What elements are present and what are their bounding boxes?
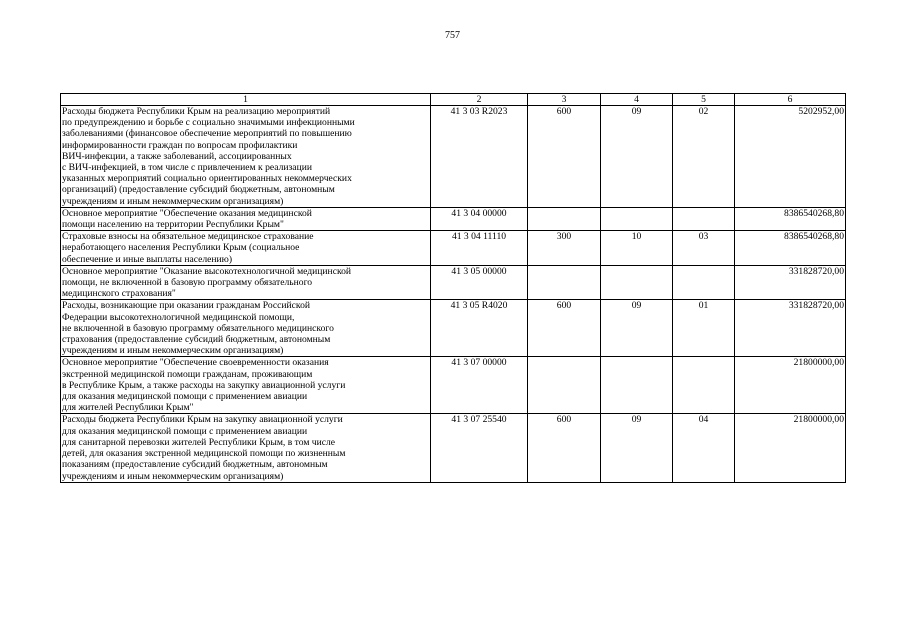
row-amount-cell: 21800000,00: [735, 414, 846, 482]
row-col4-cell: 09: [601, 106, 673, 208]
column-header: 3: [528, 94, 601, 106]
row-name-cell: Расходы бюджета Республики Крым на реализацию мероприятий по предупреждению и борьбе с социально значимыми инфекционными заболеваниями (финансовое обеспечение мероприятий по повышению информированности граждан по вопросам профилактики ВИЧ-инфекции, а также заболеваний, ассоциированных с ВИЧ-инфекцией, в том числе с привлечением к реализации указанных мероприятий социально ориентированных некоммерческих организаций) (предоставление субсидий бюджетным, автономным учреждениям и иным некоммерческим организациям): [61, 106, 431, 208]
row-col4-cell: 10: [601, 231, 673, 266]
row-code-cell: 41 3 05 00000: [431, 265, 528, 300]
row-amount-cell: 8386540268,80: [735, 207, 846, 230]
row-col5-cell: [673, 207, 735, 230]
row-name-cell: Расходы, возникающие при оказании гражданам Российской Федерации высокотехнологичной медицинской помощи, не включенной в базовую программу обязательного медицинского страхования (предоставление субсидий бюджетным, автономным учреждениям и иным некоммерческим организациям): [61, 300, 431, 357]
row-amount-cell: 331828720,00: [735, 265, 846, 300]
row-amount-cell: 21800000,00: [735, 357, 846, 414]
row-col3-cell: 600: [528, 106, 601, 208]
row-col5-cell: [673, 357, 735, 414]
row-code-cell: 41 3 04 00000: [431, 207, 528, 230]
column-header: 4: [601, 94, 673, 106]
row-col4-cell: 09: [601, 300, 673, 357]
row-col3-cell: [528, 207, 601, 230]
table-row: [61, 231, 846, 266]
table-row: [61, 414, 846, 482]
row-code-cell: 41 3 05 R4020: [431, 300, 528, 357]
row-col5-cell: 03: [673, 231, 735, 266]
row-col5-cell: 04: [673, 414, 735, 482]
row-col3-cell: 600: [528, 300, 601, 357]
row-col4-cell: 09: [601, 414, 673, 482]
row-amount-cell: 5202952,00: [735, 106, 846, 208]
row-code-cell: 41 3 03 R2023: [431, 106, 528, 208]
row-col4-cell: [601, 265, 673, 300]
row-col3-cell: 600: [528, 414, 601, 482]
table-header-row: [61, 94, 846, 106]
page-number: 757: [445, 30, 460, 41]
column-header: 6: [735, 94, 846, 106]
row-code-cell: 41 3 07 25540: [431, 414, 528, 482]
row-name-cell: Основное мероприятие "Обеспечение своевременности оказания экстренной медицинской помощи гражданам, проживающим в Республике Крым, а также расходы на закупку авиационной услуги для оказания медицинской помощи с применением авиации для жителей Республики Крым": [61, 357, 431, 414]
row-amount-cell: 331828720,00: [735, 300, 846, 357]
table-row: [61, 265, 846, 300]
row-col3-cell: [528, 357, 601, 414]
row-amount-cell: 8386540268,80: [735, 231, 846, 266]
row-col5-cell: 01: [673, 300, 735, 357]
table-body: [61, 106, 846, 483]
budget-table: [60, 93, 846, 483]
row-col5-cell: [673, 265, 735, 300]
table-row: [61, 207, 846, 230]
row-name-cell: Основное мероприятие "Обеспечение оказания медицинской помощи населению на территории Республики Крым": [61, 207, 431, 230]
column-header: 1: [61, 94, 431, 106]
row-col3-cell: [528, 265, 601, 300]
row-name-cell: Расходы бюджета Республики Крым на закупку авиационной услуги для оказания медицинской помощи с применением авиации для санитарной перевозки жителей Республики Крым, в том числе детей, для оказания экстренной медицинской помощи по жизненным показаниям (предоставление субсидий бюджетным, автономным учреждениям и иным некоммерческим организациям): [61, 414, 431, 482]
row-name-cell: Основное мероприятие "Оказание высокотехнологичной медицинской помощи, не включенной в базовую программу обязательного медицинского страхования": [61, 265, 431, 300]
row-col4-cell: [601, 207, 673, 230]
table-row: [61, 357, 846, 414]
row-name-cell: Страховые взносы на обязательное медицинское страхование неработающего населения Республики Крым (социальное обеспечение и иные выплаты населению): [61, 231, 431, 266]
table-row: [61, 106, 846, 208]
row-col5-cell: 02: [673, 106, 735, 208]
table-row: [61, 300, 846, 357]
row-code-cell: 41 3 07 00000: [431, 357, 528, 414]
row-col4-cell: [601, 357, 673, 414]
column-header: 2: [431, 94, 528, 106]
row-code-cell: 41 3 04 11110: [431, 231, 528, 266]
column-header: 5: [673, 94, 735, 106]
row-col3-cell: 300: [528, 231, 601, 266]
